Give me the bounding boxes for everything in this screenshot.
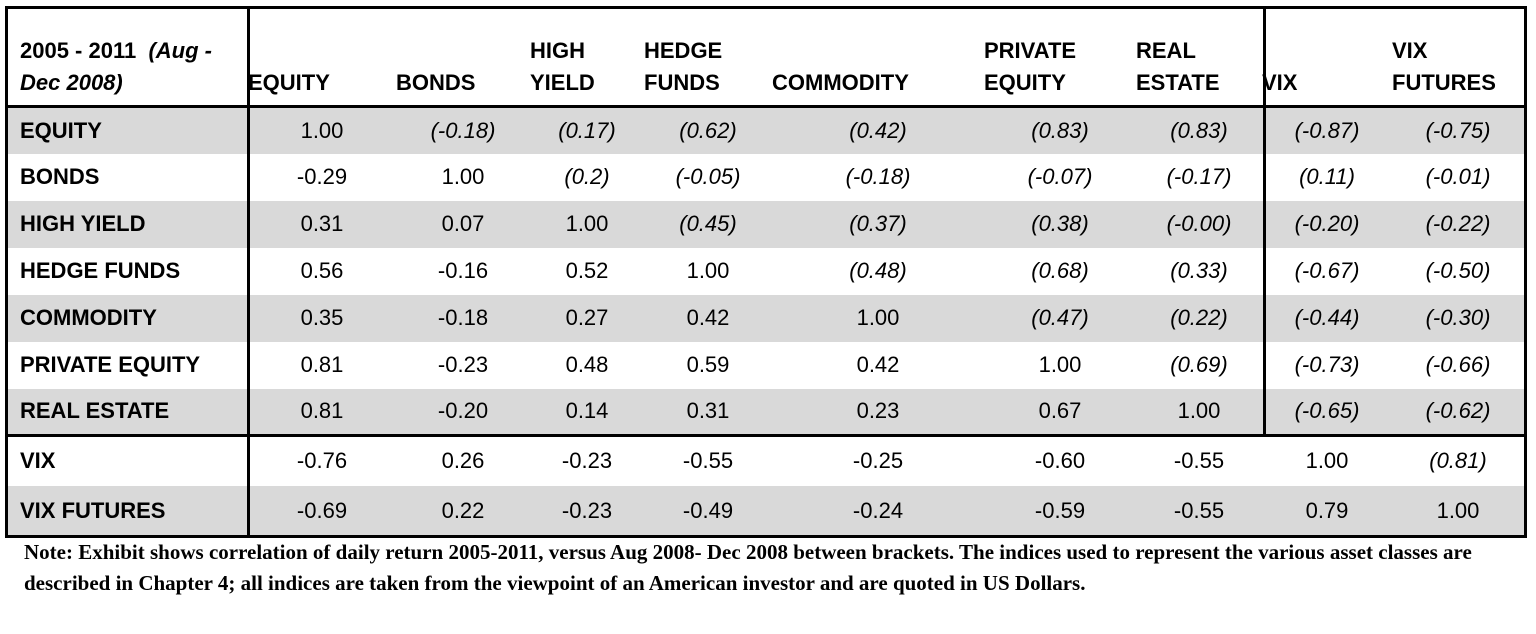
table-cell: -0.24 <box>772 486 984 536</box>
table-cell: -0.29 <box>296 164 348 189</box>
row-label-commodity: COMMODITY <box>6 295 248 342</box>
table-cell: (-0.50) <box>1425 258 1491 283</box>
row-label-hedge-funds: HEDGE FUNDS <box>20 258 181 283</box>
table-cell: 0.81 <box>300 352 344 377</box>
table-cell: 0.67 <box>984 389 1136 436</box>
table-cell: 1.00 <box>686 258 730 283</box>
table-cell: -0.55 <box>1173 448 1225 474</box>
table-cell: (0.38) <box>984 201 1136 248</box>
table-cell: 0.22 <box>396 486 530 536</box>
table-cell: 0.26 <box>441 448 485 474</box>
table-cell: (0.17) <box>530 107 644 154</box>
table-row <box>6 342 1524 389</box>
table-cell: 0.14 <box>530 389 644 436</box>
header-row <box>6 7 1524 107</box>
table-cell: -0.20 <box>396 389 530 436</box>
row-label-private-equity: PRIVATE EQUITY <box>20 352 201 377</box>
table-cell: -0.16 <box>437 258 489 283</box>
table-cell: (-0.17) <box>1166 164 1232 189</box>
table-cell: (-0.18) <box>396 107 530 154</box>
table-cell: (-0.66) <box>1425 352 1491 377</box>
table-cell: (-0.65) <box>1262 389 1392 436</box>
table-cell: (0.37) <box>772 201 984 248</box>
table-cell: 0.79 <box>1262 486 1392 536</box>
table-cell: 1.00 <box>530 201 644 248</box>
table-cell: (0.83) <box>1136 107 1262 154</box>
table-cell: -0.23 <box>437 352 489 377</box>
column-header-equity: EQUITY <box>248 70 330 95</box>
table-cell: (-0.20) <box>1262 201 1392 248</box>
table-row <box>6 436 1524 486</box>
table-cell: 0.27 <box>530 295 644 342</box>
table-cell: (0.45) <box>644 201 772 248</box>
table-row <box>6 486 1524 536</box>
table-cell: 1.00 <box>1136 389 1262 436</box>
table-cell: 0.42 <box>644 295 772 342</box>
correlation-table <box>6 7 1524 536</box>
table-cell: 1.00 <box>1305 448 1349 474</box>
table-cell: (-0.07) <box>1027 164 1093 189</box>
corner-label: 2005 - 2011 (Aug - Dec 2008) <box>20 38 212 95</box>
table-cell: 1.00 <box>1038 352 1082 377</box>
column-header-vix: VIX <box>1262 70 1298 95</box>
table-row <box>6 389 1524 436</box>
table-cell: (0.22) <box>1136 295 1262 342</box>
table-cell: -0.55 <box>1136 486 1262 536</box>
table-cell: 1.00 <box>772 295 984 342</box>
table-cell: (-0.87) <box>1262 107 1392 154</box>
table-cell: (-0.18) <box>845 164 911 189</box>
row-label-equity: EQUITY <box>6 107 248 154</box>
table-cell: -0.69 <box>248 486 396 536</box>
table-cell: (-0.67) <box>1294 258 1360 283</box>
table-cell: (0.81) <box>1429 448 1487 474</box>
table-cell: (-0.01) <box>1425 164 1491 189</box>
table-cell: 1.00 <box>1392 486 1524 536</box>
table-cell: 0.07 <box>396 201 530 248</box>
table-row <box>6 154 1524 201</box>
column-header-vix-futures: VIX FUTURES <box>1392 38 1496 95</box>
table-row <box>6 295 1524 342</box>
table-cell: (-0.05) <box>675 164 741 189</box>
table-cell: -0.55 <box>682 448 734 474</box>
table-cell: -0.23 <box>530 486 644 536</box>
table-cell: (-0.75) <box>1392 107 1524 154</box>
footnote: Note: Exhibit shows correlation of daily return 2005-2011, versus Aug 2008- Dec 2008 between brackets. The indices used to represent the various asset classes are described in Chapter 4; all indices are taken from the viewpoint of an American investor and are quoted in US Dollars. <box>24 540 1472 595</box>
table-cell: 0.52 <box>565 258 609 283</box>
column-header-commodity: COMMODITY <box>772 70 909 95</box>
table-cell: (0.68) <box>1031 258 1089 283</box>
table-cell: 0.48 <box>565 352 609 377</box>
table-cell: (-0.00) <box>1136 201 1262 248</box>
table-cell: (0.47) <box>984 295 1136 342</box>
row-label-bonds: BONDS <box>20 164 100 189</box>
table-cell: 0.59 <box>686 352 730 377</box>
table-cell: -0.76 <box>296 448 348 474</box>
table-cell: 0.56 <box>300 258 344 283</box>
table-cell: (-0.22) <box>1392 201 1524 248</box>
table-row <box>6 107 1524 154</box>
table-cell: -0.23 <box>561 448 613 474</box>
table-cell: 0.31 <box>644 389 772 436</box>
column-header-real-estate: REAL ESTATE <box>1136 38 1220 95</box>
table-cell: -0.59 <box>984 486 1136 536</box>
table-cell: -0.18 <box>396 295 530 342</box>
table-cell: (0.2) <box>564 164 610 189</box>
row-label-real-estate: REAL ESTATE <box>6 389 248 436</box>
table-cell: 0.81 <box>248 389 396 436</box>
row-label-vix: VIX <box>20 448 56 474</box>
table-cell: 1.00 <box>248 107 396 154</box>
table-cell: -0.25 <box>852 448 904 474</box>
column-header-private-equity: PRIVATE EQUITY <box>984 38 1077 95</box>
table-cell: 1.00 <box>441 164 485 189</box>
table-cell: -0.60 <box>1034 448 1086 474</box>
row-label-vix-futures: VIX FUTURES <box>6 486 248 536</box>
table-cell: (0.11) <box>1299 164 1355 189</box>
table-cell: (0.33) <box>1170 258 1228 283</box>
table-cell: 0.35 <box>248 295 396 342</box>
table-cell: (0.42) <box>772 107 984 154</box>
table-cell: 0.31 <box>248 201 396 248</box>
table-cell: (0.83) <box>984 107 1136 154</box>
table-cell: (-0.73) <box>1294 352 1360 377</box>
table-cell: 0.42 <box>856 352 900 377</box>
column-header-bonds: BONDS <box>396 70 476 95</box>
table-row <box>6 201 1524 248</box>
table-cell: (-0.62) <box>1392 389 1524 436</box>
row-label-high-yield: HIGH YIELD <box>6 201 248 248</box>
table-cell: -0.49 <box>644 486 772 536</box>
table-cell: 0.23 <box>772 389 984 436</box>
table-cell: (0.69) <box>1170 352 1228 377</box>
table-cell: (-0.30) <box>1392 295 1524 342</box>
column-header-high-yield: HIGH YIELD <box>530 38 595 95</box>
table-cell: (0.62) <box>644 107 772 154</box>
table-cell: (0.48) <box>849 258 907 283</box>
column-header-hedge-funds: HEDGE FUNDS <box>644 38 723 95</box>
table-cell: (-0.44) <box>1262 295 1392 342</box>
table-row <box>6 248 1524 295</box>
